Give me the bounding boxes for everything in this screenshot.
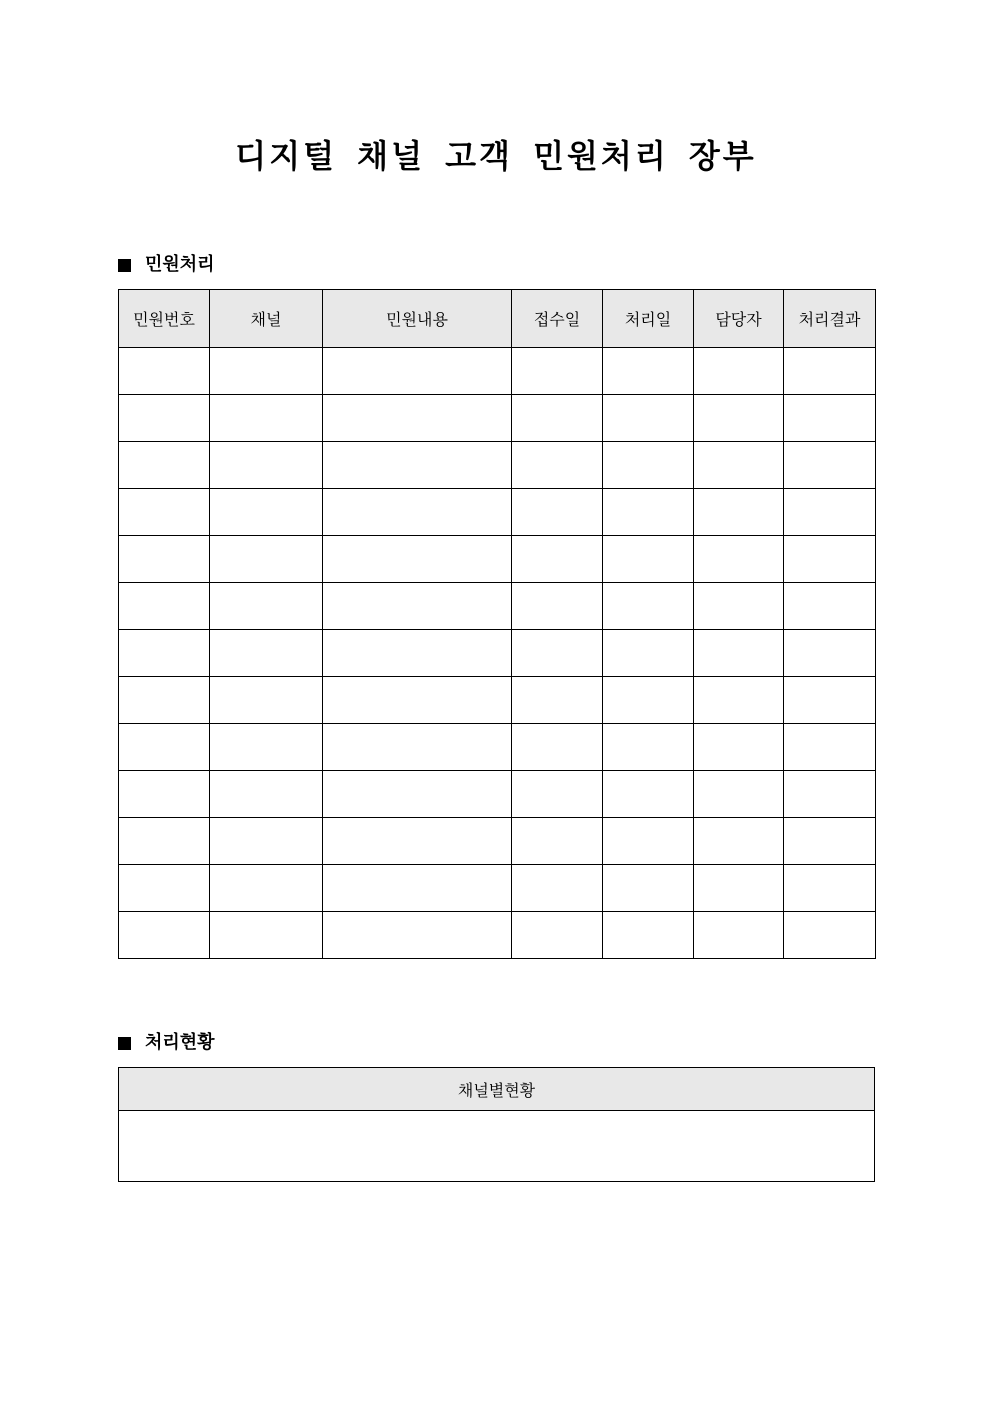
table-cell-received-date[interactable]: [512, 583, 603, 630]
table-cell-complaint-number[interactable]: [119, 724, 210, 771]
table-cell-channel[interactable]: [210, 677, 323, 724]
table-cell-assignee[interactable]: [694, 442, 784, 489]
section-heading-complaints: [118, 252, 215, 278]
table-cell-channel[interactable]: [210, 771, 323, 818]
table-cell-complaint-number[interactable]: [119, 912, 210, 959]
table-cell-channel[interactable]: [210, 536, 323, 583]
section-heading-label: 민원처리: [145, 254, 215, 275]
table-cell-processed-date[interactable]: [603, 536, 694, 583]
table-cell-complaint-number[interactable]: [119, 395, 210, 442]
section-heading-status: [118, 1030, 215, 1056]
table-cell-complaint-number[interactable]: [119, 536, 210, 583]
complaint-ledger-table: [118, 289, 876, 959]
table-cell-channel[interactable]: [210, 865, 323, 912]
table-header-row: [119, 1068, 875, 1111]
table-cell-received-date[interactable]: [512, 489, 603, 536]
table-cell-channel[interactable]: [210, 395, 323, 442]
page-title: 디지털 채널 고객 민원처리 장부: [235, 137, 757, 175]
table-cell-processed-date[interactable]: [603, 771, 694, 818]
table-cell-assignee[interactable]: [694, 489, 784, 536]
table-cell-processed-date[interactable]: [603, 818, 694, 865]
table-row: [119, 771, 876, 818]
table-cell-channel[interactable]: [210, 724, 323, 771]
table-cell-result[interactable]: [784, 677, 876, 724]
table-cell-complaint-number[interactable]: [119, 442, 210, 489]
table-cell-processed-date[interactable]: [603, 395, 694, 442]
table-cell-result[interactable]: [784, 818, 876, 865]
section-heading-label: 처리현황: [145, 1032, 215, 1053]
table-cell-received-date[interactable]: [512, 818, 603, 865]
table-cell-channel-status[interactable]: [119, 1111, 875, 1182]
table-row: [119, 724, 876, 771]
table-row: [119, 348, 876, 395]
table-cell-assignee[interactable]: [694, 536, 784, 583]
table-cell-received-date[interactable]: [512, 912, 603, 959]
table-cell-result[interactable]: [784, 771, 876, 818]
table-cell-received-date[interactable]: [512, 348, 603, 395]
table-cell-complaint-content[interactable]: [323, 395, 512, 442]
column-header-complaint-content: 민원내용: [323, 290, 512, 348]
table-cell-result[interactable]: [784, 348, 876, 395]
table-cell-received-date[interactable]: [512, 395, 603, 442]
table-cell-assignee[interactable]: [694, 865, 784, 912]
table-cell-processed-date[interactable]: [603, 489, 694, 536]
table-cell-processed-date[interactable]: [603, 724, 694, 771]
table-cell-complaint-number[interactable]: [119, 771, 210, 818]
table-cell-processed-date[interactable]: [603, 348, 694, 395]
table-cell-complaint-number[interactable]: [119, 818, 210, 865]
table-cell-complaint-content[interactable]: [323, 442, 512, 489]
table-cell-assignee[interactable]: [694, 724, 784, 771]
column-header-result: 처리결과: [784, 290, 876, 348]
table-cell-channel[interactable]: [210, 348, 323, 395]
table-cell-complaint-content[interactable]: [323, 912, 512, 959]
table-cell-processed-date[interactable]: [603, 865, 694, 912]
table-cell-result[interactable]: [784, 630, 876, 677]
table-header-row: [119, 290, 876, 348]
table-cell-received-date[interactable]: [512, 536, 603, 583]
table-cell-processed-date[interactable]: [603, 630, 694, 677]
table-cell-complaint-content[interactable]: [323, 536, 512, 583]
table-cell-received-date[interactable]: [512, 771, 603, 818]
table-cell-assignee[interactable]: [694, 771, 784, 818]
table-cell-complaint-content[interactable]: [323, 348, 512, 395]
table-cell-assignee[interactable]: [694, 395, 784, 442]
table-cell-complaint-number[interactable]: [119, 583, 210, 630]
column-header-received-date: 접수일: [512, 290, 603, 348]
table-cell-received-date[interactable]: [512, 677, 603, 724]
table-cell-complaint-number[interactable]: [119, 630, 210, 677]
column-header-complaint-number: 민원번호: [119, 290, 210, 348]
square-bullet-icon: [118, 1037, 131, 1050]
table-row: [119, 630, 876, 677]
table-cell-assignee[interactable]: [694, 630, 784, 677]
table-cell-complaint-number[interactable]: [119, 677, 210, 724]
table-cell-result[interactable]: [784, 912, 876, 959]
table-cell-complaint-number[interactable]: [119, 865, 210, 912]
table-cell-received-date[interactable]: [512, 865, 603, 912]
table-row: [119, 536, 876, 583]
table-cell-channel[interactable]: [210, 912, 323, 959]
table-row: [119, 1111, 875, 1182]
square-bullet-icon: [118, 259, 131, 272]
column-header-channel-status: 채널별현황: [119, 1068, 875, 1111]
table-cell-complaint-content[interactable]: [323, 724, 512, 771]
table-cell-channel[interactable]: [210, 630, 323, 677]
column-header-processed-date: 처리일: [603, 290, 694, 348]
table-cell-assignee[interactable]: [694, 677, 784, 724]
table-cell-complaint-content[interactable]: [323, 818, 512, 865]
table-row: [119, 583, 876, 630]
table-cell-complaint-content[interactable]: [323, 771, 512, 818]
table-cell-result[interactable]: [784, 442, 876, 489]
table-cell-received-date[interactable]: [512, 630, 603, 677]
table-cell-result[interactable]: [784, 724, 876, 771]
table-cell-complaint-number[interactable]: [119, 489, 210, 536]
table-cell-processed-date[interactable]: [603, 583, 694, 630]
channel-status-table: [118, 1067, 875, 1182]
table-row: [119, 818, 876, 865]
table-cell-complaint-number[interactable]: [119, 348, 210, 395]
table-cell-result[interactable]: [784, 489, 876, 536]
table-cell-assignee[interactable]: [694, 348, 784, 395]
table-cell-result[interactable]: [784, 583, 876, 630]
column-header-channel: 채널: [210, 290, 323, 348]
table-row: [119, 442, 876, 489]
table-cell-complaint-content[interactable]: [323, 677, 512, 724]
table-cell-processed-date[interactable]: [603, 912, 694, 959]
table-cell-processed-date[interactable]: [603, 677, 694, 724]
table-cell-assignee[interactable]: [694, 912, 784, 959]
table-row: [119, 489, 876, 536]
table-cell-assignee[interactable]: [694, 818, 784, 865]
table-cell-complaint-content[interactable]: [323, 489, 512, 536]
table-row: [119, 865, 876, 912]
table-cell-result[interactable]: [784, 536, 876, 583]
table-cell-channel[interactable]: [210, 489, 323, 536]
table-cell-complaint-content[interactable]: [323, 630, 512, 677]
table-cell-complaint-content[interactable]: [323, 583, 512, 630]
table-cell-complaint-content[interactable]: [323, 865, 512, 912]
table-row: [119, 395, 876, 442]
table-cell-result[interactable]: [784, 865, 876, 912]
table-cell-assignee[interactable]: [694, 583, 784, 630]
table-cell-result[interactable]: [784, 395, 876, 442]
column-header-assignee: 담당자: [694, 290, 784, 348]
table-row: [119, 677, 876, 724]
table-cell-received-date[interactable]: [512, 442, 603, 489]
table-cell-channel[interactable]: [210, 583, 323, 630]
table-cell-channel[interactable]: [210, 442, 323, 489]
table-row: [119, 912, 876, 959]
table-cell-channel[interactable]: [210, 818, 323, 865]
table-cell-received-date[interactable]: [512, 724, 603, 771]
table-cell-processed-date[interactable]: [603, 442, 694, 489]
